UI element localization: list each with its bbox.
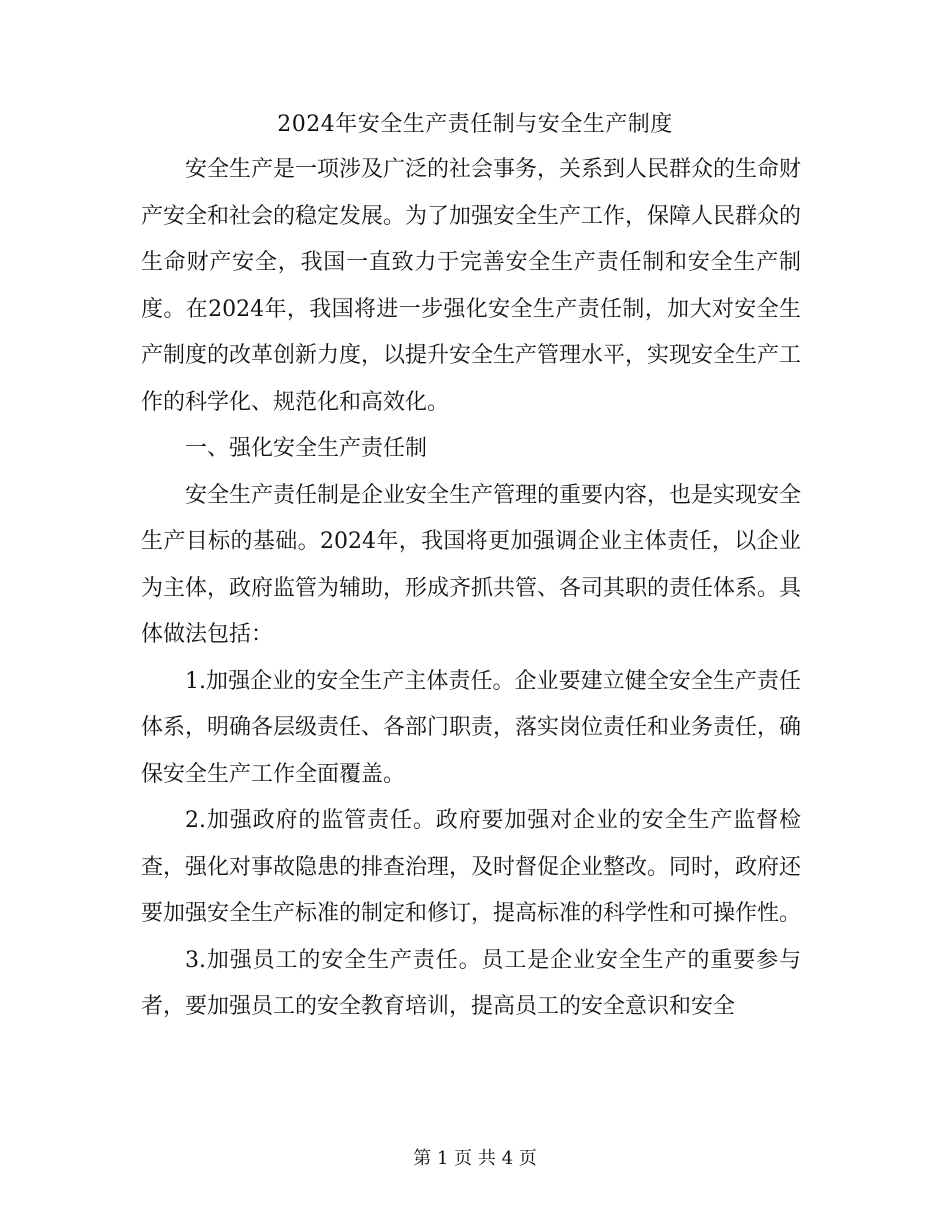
document-body xyxy=(141,147,801,1031)
paragraph-section-intro: 安全生产责任制是企业安全生产管理的重要内容，也是实现安全生产目标的基础。2024年，我国将更加强调企业主体责任，以企业为主体，政府监管为辅助，形成齐抓共管、各司其职的责任体系。具体做法包括： xyxy=(141,482,802,647)
list-item-3: 3.加强员工的安全生产责任。员工是企业安全生产的重要参与者，要加强员工的安全教育培训，提高员工的安全意识和安全 xyxy=(141,947,801,1019)
list-item-2: 2.加强政府的监管责任。政府要加强对企业的安全生产监督检查，强化对事故隐患的排查治理，及时督促企业整改。同时，政府还要加强安全生产标准的制定和修订，提高标准的科学性和可操作性。 xyxy=(141,808,802,926)
paragraph-intro: 安全生产是一项涉及广泛的社会事务，关系到人民群众的生命财产安全和社会的稳定发展。为了加强安全生产工作，保障人民群众的生命财产安全，我国一直致力于完善安全生产责任制和安全生产制度。在2024年，我国将进一步强化安全生产责任制，加大对安全生产制度的改革创新力度，以提升安全生产管理水平，实现安全生产工作的科学化、规范化和高效化。 xyxy=(141,157,802,415)
page-footer: 第 1 页 共 4 页 xyxy=(413,1148,537,1169)
section-heading: 一、强化安全生产责任制 xyxy=(185,436,428,461)
list-item-1: 1.加强企业的安全生产主体责任。企业要建立健全安全生产责任体系，明确各层级责任、各部门职责，落实岗位责任和业务责任，确保安全生产工作全面覆盖。 xyxy=(141,668,802,787)
document-title: 2024年安全生产责任制与安全生产制度 xyxy=(277,112,673,137)
